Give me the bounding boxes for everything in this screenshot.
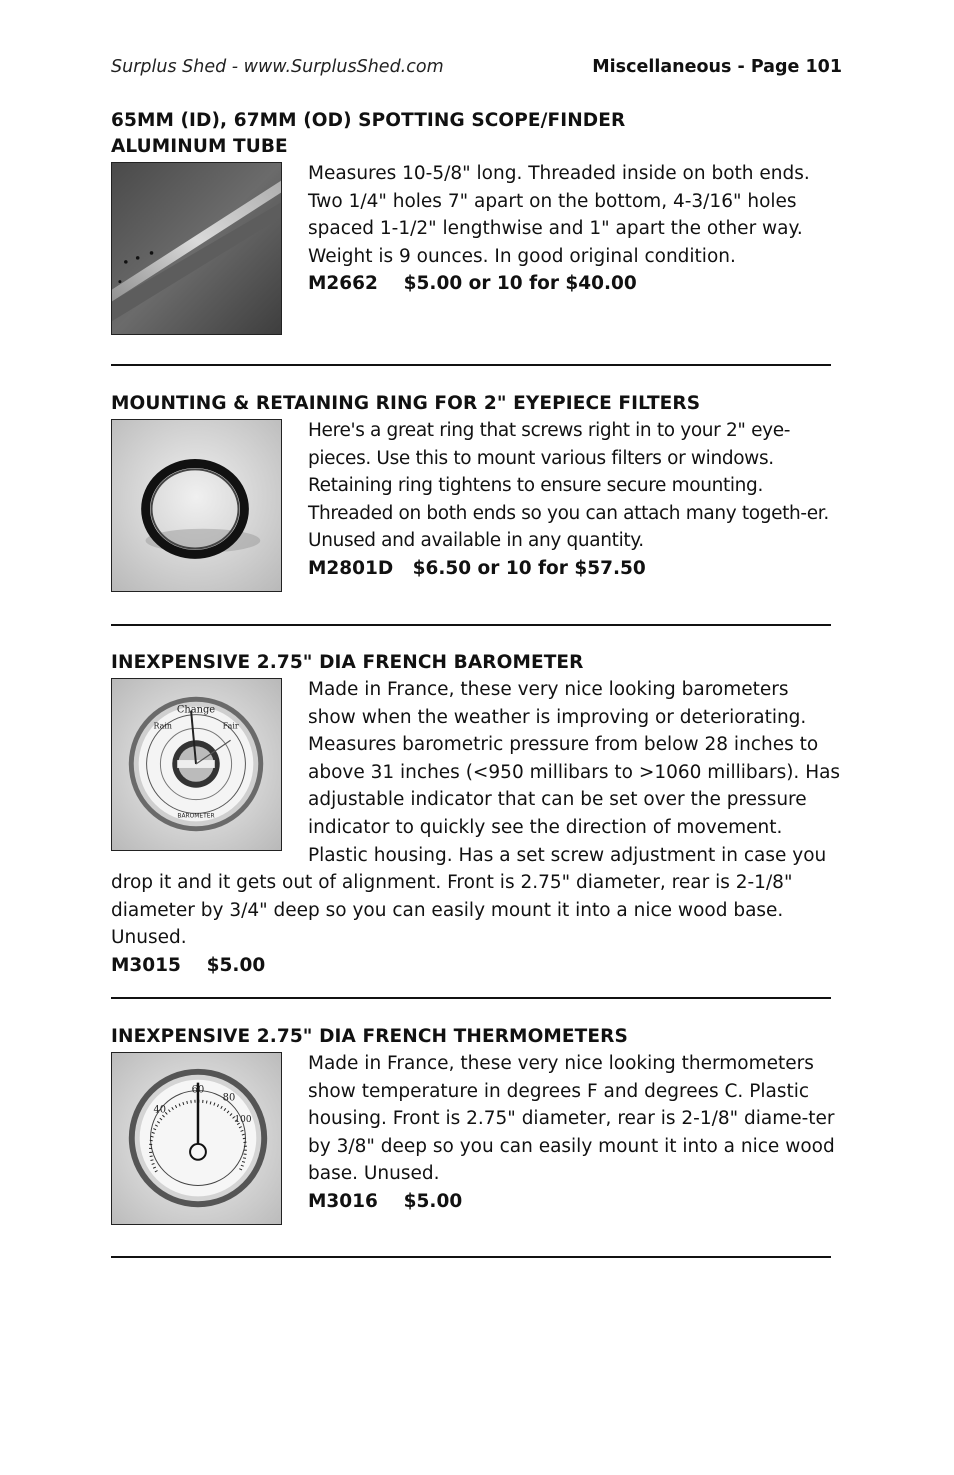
dial-label: BAROMETER (177, 812, 215, 820)
product-sku: M2801D (308, 557, 394, 579)
product-title: INEXPENSIVE 2.75" DIA FRENCH BAROMETER (111, 652, 584, 673)
dial-label: 40 (153, 1104, 167, 1116)
product-sku: M3016 (308, 1190, 378, 1212)
product-title: MOUNTING & RETAINING RING FOR 2" EYEPIECE FILTERS (111, 393, 701, 414)
product-price: $5.00 or 10 for $40.00 (403, 273, 637, 295)
product-sku: M2662 (308, 273, 378, 295)
product-description: Made in France, these very nice looking barometers show when the weather is improving or deteriorating. Measures barometric pressure from below 28 inches to above 31 inches (<950 millibars to >1060 millibars). Has adjustable indicator that can be set over the pressure indicator to quickly see the direction of movement. Plastic housing. Has a set screw adjustment in case you drop it and it gets out of alignment. Front is 2.75" diameter, rear is 2-1/8" diameter by 3/4" deep so you can easily mount it into a nice wood base. Unused. (111, 679, 841, 949)
product-thermometer (111, 1024, 842, 1225)
product-description: Here's a great ring that screws right in to your 2" eye-pieces. Use this to mount various filters or windows. Retaining ring tightens to ensure secure mounting. Threaded on both ends so you can attach many togeth-er. Unused and available in any quantity. (308, 420, 829, 552)
site-name: Surplus Shed - www.SurplusShed.com (111, 57, 444, 77)
product-barometer (111, 650, 842, 980)
product-price: $5.00 (206, 954, 266, 976)
dial-label: Rain (153, 721, 172, 731)
product-description: Measures 10-5/8" long. Threaded inside on both ends. Two 1/4" holes 7" apart on the bottom, 4-3/16" holes spaced 1-1/2" lengthwise and 1" apart the other way. Weight is 9 ounces. In good original condition. (308, 163, 810, 267)
product-photo-ring (111, 419, 282, 592)
product-price-line (111, 952, 842, 980)
page-header (111, 57, 842, 83)
dial-label: 80 (222, 1092, 236, 1104)
product-sku: M3015 (111, 954, 181, 976)
section-divider (111, 1256, 831, 1258)
product-aluminum-tube (111, 108, 842, 335)
dial-label: Fair (222, 721, 239, 731)
section-divider (111, 364, 831, 366)
product-price: $5.00 (403, 1190, 463, 1212)
section-divider (111, 997, 831, 999)
dial-label: Change (176, 704, 216, 716)
product-description: Made in France, these very nice looking thermometers show temperature in degrees F and degrees C. Plastic housing. Front is 2.75" diameter, rear is 2-1/8" diame-ter by 3/8" deep so you can easily mount it into a nice wood base. Unused. (308, 1053, 835, 1185)
product-title: INEXPENSIVE 2.75" DIA FRENCH THERMOMETERS (111, 1026, 628, 1047)
page-section-number: Miscellaneous - Page 101 (592, 57, 842, 77)
product-photo-barometer (111, 678, 282, 851)
section-divider (111, 624, 831, 626)
dial-label: 60 (191, 1084, 205, 1096)
product-retaining-ring (111, 391, 842, 592)
product-photo-thermometer (111, 1052, 282, 1225)
product-price: $6.50 or 10 for $57.50 (412, 557, 646, 579)
product-photo-tube (111, 162, 282, 335)
product-title: 65MM (ID), 67MM (OD) SPOTTING SCOPE/FINDER ALUMINUM TUBE (111, 110, 626, 157)
dial-label: 100 (234, 1115, 252, 1126)
